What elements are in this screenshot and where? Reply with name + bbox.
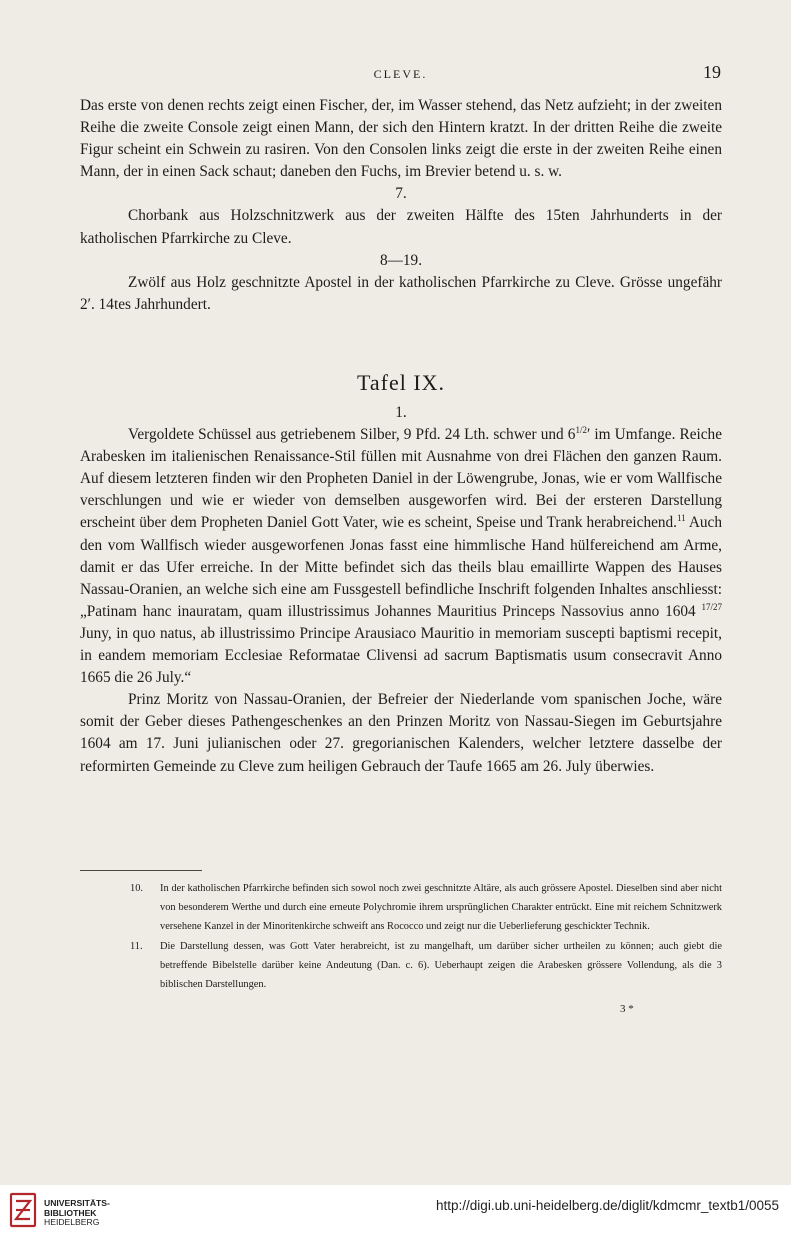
text-block-plate xyxy=(80,402,722,778)
signature-mark: 3 * xyxy=(620,1003,634,1015)
date-fraction: 17/27 xyxy=(701,601,722,612)
intro-paragraph: Das erste von denen rechts zeigt einen Fischer, der, im Wasser stehend, das Netz aufzieht; in der zweiten Reihe die zweite Console zeigt einen Mann, der sich den Hintern kratzt. In der dritten Reihe die zweite Figur scheint ein Schwein zu rasiren. Von den Consolen links zeigt die erste in der zweiten Reihe einen Mann, der in einen Sack schaut; daneben den Fuchs, im Brevier betend u. s. w. xyxy=(80,97,722,181)
plate-para1-part3: Auch den vom Wallfisch wieder ausgeworfenen Jonas fasst eine himmlische Hand hülfereichend am Arme, damit er das Ufer erreiche. In der Mitte befindet sich das theils blau emaillirte Wappen des Hauses Nassau-Oranien, an welche sich eine am Fussgestell befindliche Inschrift folgenden Inhaltes anschliesst: „Patinam hanc inauratam, quam illustrissimus Johannes Mauritius Princeps Nassovius anno 1604 xyxy=(80,514,722,620)
page-number: 19 xyxy=(703,62,721,82)
footnote-11 xyxy=(130,938,722,995)
plate-para1-part2: ′ im Umfange. Reiche Arabesken im italienischen Renaissance-Stil füllen mit Ausnahme von drei Flächen den ganzen Raum. Auf diesem letzteren finden wir den Propheten Daniel in der Löwengrube, Jonas, wie er vom Wallfische verschlungen und wie er wieder von demselben ausgeworfen wird. Bei der ersteren Darstellung erscheint über dem Propheten Daniel Gott Vater, wie es scheint, Speise und Trank herabreichend. xyxy=(80,426,722,532)
footnote-10 xyxy=(130,880,722,937)
footnote-ref-11[interactable]: 11 xyxy=(677,513,686,524)
plate-paragraph-2: Prinz Moritz von Nassau-Oranien, der Befreier der Niederlande vom spanischen Joche, wäre somit der Geber dieses Pathengeschenkes an den Prinzen Moritz von Nassau-Siegen im Geburtsjahre 1604 am 17. Juni julianischen oder 27. gregorianischen Kalenders, welcher letztere dasselbe der reformirten Gemeinde zu Cleve zum heiligen Gebrauch der Taufe 1665 am 26. July überwies. xyxy=(80,691,722,775)
page-header xyxy=(80,64,721,84)
half-fraction: 1/2 xyxy=(575,425,587,435)
library-line-1: UNIVERSITÄTS- xyxy=(44,1198,110,1208)
library-name[interactable] xyxy=(44,1199,110,1228)
footnote-10-number: 10. xyxy=(130,883,143,894)
footnotes xyxy=(130,880,722,995)
footnote-divider xyxy=(80,870,202,871)
library-logo-icon[interactable] xyxy=(8,1191,38,1229)
plate-paragraph-1 xyxy=(80,424,722,689)
page-footer xyxy=(0,1185,791,1244)
item-7-number: 7. xyxy=(395,185,407,203)
running-head: CLEVE. xyxy=(373,67,428,81)
library-line-2: BIBLIOTHEK xyxy=(44,1207,97,1218)
source-url-link[interactable]: http://digi.ub.uni-heidelberg.de/diglit/kdmcmr_textb1/0055 xyxy=(436,1198,779,1213)
plate-title: Tafel IX. xyxy=(356,370,446,395)
item-7-text: Chorbank aus Holzschnitzwerk aus der zweiten Hälfte des 15ten Jahrhunderts in der katholischen Pfarrkirche zu Cleve. xyxy=(80,207,722,247)
library-line-3: HEIDELBERG xyxy=(44,1217,100,1227)
item-8-19-text: Zwölf aus Holz geschnitzte Apostel in der katholischen Pfarrkirche zu Cleve. Grösse ungefähr 2′. 14tes Jahrhundert. xyxy=(80,273,722,313)
footnote-11-text: Die Darstellung dessen, was Gott Vater herabreicht, ist zu mangelhaft, um darüber sicher urtheilen zu können; auch giebt die betreffende Bibelstelle darüber keine Andeutung (Dan. c. 6). Ueberhaupt zeigen die Arabesken grössere Vollendung, als die 3 biblischen Darstellungen. xyxy=(160,940,722,990)
footnote-10-text: In der katholischen Pfarrkirche befinden sich sowol noch zwei geschnitzte Altäre, als auch grössere Apostel. Dieselben sind aber nicht von besonderem Werthe und durch eine erneute Polychromie ihrem ursprünglichen Charakter entrückt. Eine mit reichem Schnitzwerk versehene Kanzel in der Minoritenkirche schweift ans Rococco und zeigt nur die Ueberlieferung geschickter Technik. xyxy=(160,883,722,932)
plate-para1-part1: Vergoldete Schüssel aus getriebenem Silber, 9 Pfd. 24 Lth. schwer und 6 xyxy=(128,426,576,444)
item-8-19-number: 8—19. xyxy=(379,251,423,269)
plate-item-number: 1. xyxy=(395,404,407,421)
text-block-upper xyxy=(80,95,722,316)
footnote-11-number: 11. xyxy=(130,940,143,952)
plate-para1-part4: Juny, in quo natus, ab illustrissimo Principe Arausiaco Mauritio in memoriam suscepti baptismi recepit, in eandem memoriam Ecclesiae Reformatae Clivensi ad sacrum Baptismatis usum consecravit Anno 1665 die 26 July.“ xyxy=(80,624,722,687)
